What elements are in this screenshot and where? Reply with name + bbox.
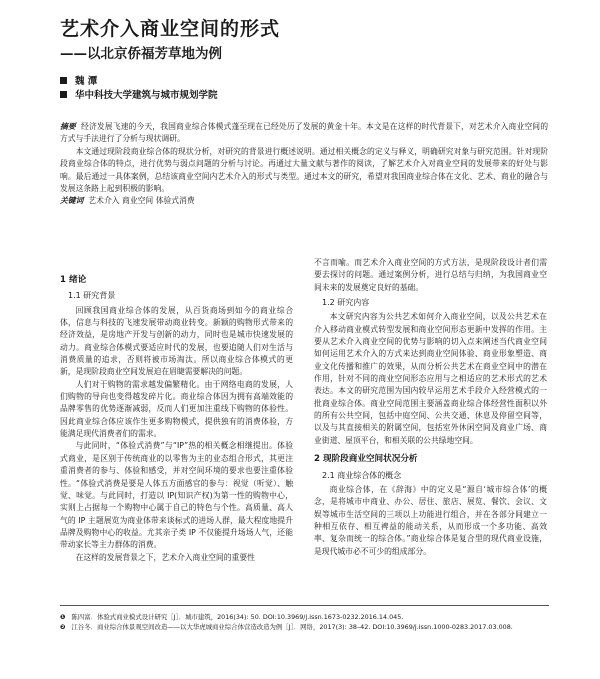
section-2-heading: 2 现阶段商业空间状况分析 <box>314 454 418 465</box>
abstract-text-1: 经济发展飞速的今天，我国商业综合体模式蓬至现在已经处历了发展的黄金十年。本文是在这样的时代背景下，对艺术介入商业空间的方式与手法进行了分析与现状调研。 <box>60 122 548 144</box>
abstract-para-2: 本文通过现阶段商业综合体的现状分析，对研究的背景进行概述说明。通过相关概念的定义与释义，明确研究对象与研究范围。针对现阶段商业综合体的特点，进行优势与弱点问题的分析与讨论。再通过大量文献与著作的阅读，了解艺术介入对商业空间的发展带来的好处与影响。最后通过一具体案例，总结该商业空间内艺术介入的形式与类型。通过本文的研究，希望对我国商业综合体在文化、艺术、商业的融合与发展这条路上起到积极的影响。 <box>60 146 548 194</box>
abstract-block <box>60 121 548 208</box>
section-2-1-heading: 2.1 商业综合体的概念 <box>322 470 402 480</box>
paragraph: 与此同时，“体验式消费”与“IP”热的相关概念相继提出。体验式商业，是区别于传统商业的以零售为主的业态组合形式，其更注重消费者的参与、体验和感受，并对空间环境的要求也要注重体验性。“体验式消费是要是人体五方面感官的参与：视觉（听觉）、触觉、味觉。与此同时，打造以 IP(知识产权)为第一性的购物中心，实则上占据每一个购物中心属于自己的特色与个性。高质量、高人气的 IP 主题展览为商业体带来谈标式的进场人群，最大程度地提升品牌及购物中心的收益。尤其亲子类 IP 不仅能提升场场人气，还能带动家长等主力群体的消费。 <box>60 441 293 550</box>
right-column <box>314 257 547 558</box>
keywords-line <box>60 195 548 207</box>
affiliation-line <box>60 87 218 101</box>
author-line <box>60 73 97 87</box>
paper-subtitle: ——以北京侨福芳草地为例 <box>60 46 222 62</box>
footnote-item <box>60 622 549 632</box>
abstract-para-1 <box>60 121 548 146</box>
footnote-item <box>60 612 549 622</box>
paragraph: 本文研究内容为公共艺术如何介入商业空间，以及公共艺术在介入移动商业模式转型发展和商业空间形态更新中发挥的作用。主要从艺术介入商业空间的优势与影响的切入点来阐述当代商业空间如何运用艺术介入的方式来达到商业空间体验、商业形象塑造、商业文化传播和推广的效果，从而分析公共艺术在商业空间中的潜在作用，针对不同的商业空间形态应用与之相适应的艺术形式的艺术表达。本文的研究范围为国内较早运用艺术手段介入经营模式的一批商业综合体。商业空间范围主要涵盖商业综合体经营性面积以外的所有公共空间，包括中庭空间、公共交通、休息及停留空间等，以及与其直接相关的附属空间，包括室外休闲空间及商业广场、商业街道、屋顶平台，和相关联的公共绿地空间。 <box>314 312 547 445</box>
paragraph: 商业综合体，在《辞海》中的定义是“源自‘城市综合体’的概念，是将城市中商业、办公、居住、旅店、展览、餐饮、会议、文娱等城市生活空间的三项以上功能进行组合，并在各部分间建立一种相互依存、相互裨益的能动关系，从而形成一个多功能、高效率、复杂而统一的综合体。”商业综合体是复合型的现代商业设施，是现代城市必不可少的组成部分。 <box>314 484 547 556</box>
footnote-text: 江谷冬．商业综合体景观空间改造——以大华虎城商业综合体营造改造为例［J］．网络，2017(3): 38–42. DOI:10.3969/j.issn.1000-0283.2017.03.008. <box>71 623 513 632</box>
left-column <box>60 268 293 564</box>
keywords: 艺术介入 商业空间 体验式消费 <box>88 196 195 206</box>
footnotes <box>60 612 549 632</box>
paragraph: 回顾我国商业综合体的发展，从百货商场到如今的商业综合体，信息与科技的飞速发展带动商业转变。新颖的购物形式带来的经济效益，是房地产开发与创新的动力，同时也是城市快速发展的动力。商业综合体模式要适应时代的发展，也要追随人们对生活与消费质量的追求，否则将被市场淘汰。所以商业综合体模式的更新，是现阶段商业空间发展迫在眉睫需要解决的问题。 <box>60 305 293 377</box>
section-1-1-heading: 1.1 研究背景 <box>68 291 116 301</box>
paragraph: 在这样的发展背景之下，艺术介入商业空间的重要性 <box>75 552 255 562</box>
section-1-heading: 1 绪论 <box>60 275 87 285</box>
keywords-label: 关键词 <box>60 196 84 206</box>
footnote-text: 陈四富．体验式商业模式设计研究［J］．城市建筑，2016(34): 50. DOI:10.3969/j.issn.1673-0232.2016.14.045. <box>71 613 404 621</box>
paragraph: 人们对于购物的需求越发偏繁精化。由于网络电商的发展，人们购物的导向也变得越发碎片化。商业综合体因为拥有高端效能的品牌零售的优势逐渐减弱，反而人们更加注重线下购物的体验性。因此商业综合体应该作生更多购物模式，提供独有的消费体验，方能满足现代消费者们的需求。 <box>60 379 293 439</box>
paper-title: 艺术介入商业空间的形式 <box>60 18 281 40</box>
bullet-square-icon <box>60 91 67 98</box>
footnote-mark: ❶ <box>60 613 66 621</box>
bullet-square-icon <box>60 77 67 84</box>
paragraph: 不言而喻。而艺术介入商业空间的方式方法，是现阶段设计者们需要去探讨的问题。通过案例分析，进行总结与归纳，为我国商业空间未来的发展奠定良好的基础。 <box>314 258 547 292</box>
abstract-label: 摘要 <box>60 122 76 131</box>
section-1-2-heading: 1.2 研究内容 <box>322 298 370 308</box>
footnote-divider <box>60 605 549 606</box>
author-name: 魏 潭 <box>75 76 98 87</box>
footnote-mark: ❷ <box>60 623 66 632</box>
affiliation: 华中科技大学建筑与城市规划学院 <box>75 90 218 101</box>
